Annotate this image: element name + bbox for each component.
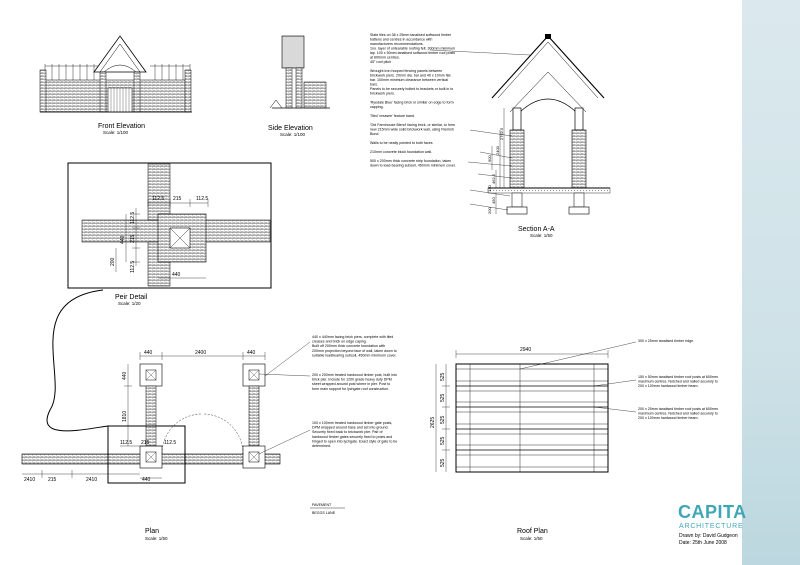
section-note-line: battens and centres in accordance with — [370, 37, 433, 42]
brand-logo: CAPITA — [678, 502, 747, 522]
section-dim-2400: 2400 — [495, 146, 500, 155]
brand-subtitle: ARCHITECTURE — [679, 523, 744, 530]
plan-dim-215b: 215 — [48, 477, 57, 483]
pier-dim-v215: 215 — [130, 234, 136, 243]
plan-note-line: Securely fixed back to brickwork pier. Pair of — [312, 430, 383, 435]
pier-dim-112a: 112.5 — [152, 196, 165, 202]
side-elevation — [270, 36, 330, 108]
roof-dim-525b: 525 — [440, 393, 446, 402]
plan-note-line: 100 x 100mm treated hardwood timber gate posts, — [312, 421, 393, 425]
section-note-line: 1no. layer of untearable roofing felt, 300mm minimum — [370, 46, 456, 51]
plan-dim-112a: 112.5 — [120, 440, 133, 446]
section-note-line: brickwork piers. 20mm dia. bar and 40 x 10mm flat — [370, 73, 451, 78]
section-note-line: down to load-bearing subsoil, 450mm minimum cover. — [370, 163, 456, 168]
pier-detail-scale: Scale: 1/20 — [118, 301, 141, 306]
plan-note-line: suitable loadbearing subsoil, 450mm minimum cover. — [312, 353, 397, 358]
section-note-line: Tiled 'creasee' feature band. — [370, 114, 415, 118]
section-a-a — [430, 34, 610, 214]
section-note-line: 45° roof pitch — [370, 60, 392, 64]
roof-note-line: 200 x 100mm hardwood timber beam. — [638, 384, 699, 389]
section-dim-2762: 2762.5 — [499, 127, 504, 140]
roof-dim-525c: 525 — [440, 415, 446, 424]
plan-dim-2410b: 2410 — [86, 477, 98, 483]
plan-note-line: DPM wrapped around base and set into ground. — [312, 425, 389, 430]
section-dim-200: 200 — [487, 207, 492, 214]
drawing-date: Date: 25th June 2008 — [679, 540, 727, 546]
roof-dim-2625: 2625 — [430, 416, 436, 428]
pier-dim-v440: 440 — [120, 235, 126, 244]
roof-dim-525e: 525 — [440, 458, 446, 467]
pier-dim-200: 200 — [110, 257, 116, 266]
section-note-line: at 600mm centres. — [370, 55, 400, 60]
section-note-line: new 215mm wide solid brickwork wall, using Flemish — [370, 127, 454, 132]
section-notes — [370, 33, 456, 168]
section-note-line: bars. — [370, 82, 378, 87]
plan-note-line: sheet wrapped around post where in pier. Post to — [312, 382, 391, 387]
plan-note-line: hinged to open into lychgate. Exact style of gate to be — [312, 439, 398, 444]
side-elevation-title: Side Elevation — [268, 125, 313, 132]
pier-detail — [68, 163, 271, 288]
plan-dim-2410a: 2410 — [24, 477, 36, 483]
section-dim-450: 450 — [491, 197, 496, 204]
plan-dim-112b: 112.5 — [164, 440, 177, 446]
section-note-line: Slate tiles on 38 x 25mm tanalised softwood timber — [370, 33, 452, 37]
plan-note-line: 200mm projection beyond face of wall, taken down to — [312, 348, 397, 353]
roof-note-line: maximum centres. Notched and nailed securely to — [638, 379, 718, 384]
pier-dim-215: 215 — [173, 196, 182, 202]
section-dim-900: 900 — [487, 155, 492, 162]
section-note-line: lap. 100 x 50mm tanalised softwood timber roof posts — [370, 51, 456, 55]
drawn-by: Drawn by: David Gudgeon — [679, 533, 738, 539]
roof-dim-525d: 525 — [440, 436, 446, 445]
plan-note-line: Built off 200mm thick concrete foundation with — [312, 344, 386, 349]
roof-note-line: maximum centres. Notched and nailed securely to — [638, 411, 718, 416]
section-note-line: bar. 100mm minimum clearance between vertical — [370, 78, 449, 82]
section-note-line: Wrought iron hooped fencing panels between — [370, 69, 443, 73]
road-pavement: PAVEMENT — [312, 503, 332, 507]
plan-note-line: form main support for lychgate roof construction. — [312, 386, 390, 391]
section-note-line: 'Old Farmhouse Blend' facing brick, or similar, to form — [370, 123, 456, 127]
plan-dim-1810: 1810 — [122, 410, 128, 422]
plan-dim-440b: 440 — [247, 350, 256, 356]
section-note-line: Panels to be securely bolted to brackets or built in to — [370, 87, 454, 91]
side-elevation-scale: Scale: 1/100 — [280, 132, 306, 137]
section-dim-140: 140 — [487, 185, 492, 192]
pier-dim-112b: 112.5 — [196, 196, 209, 202]
plan-note-line: determined. — [312, 444, 331, 448]
section-note-line: 210mm concrete block foundation wall. — [370, 150, 433, 154]
plan-dim-440a: 440 — [144, 350, 153, 356]
plan-scale: Scale: 1/50 — [145, 536, 168, 541]
roof-note-line: 300 x 25mm tanalised timber ridge. — [638, 339, 695, 343]
plan-note-line: hardwood timber gates securely fixed to posts and — [312, 434, 393, 439]
section-note-line: Walls to be neatly pointed to both faces — [370, 141, 433, 145]
plan-title: Plan — [145, 528, 160, 535]
roof-note-line: 150 x 50mm tanalised timber roof posts at 600mm — [638, 375, 718, 379]
plan-dim-2400: 2400 — [195, 350, 207, 356]
detail-callout-curve — [47, 290, 108, 431]
section-note-line: brickwork piers. — [370, 91, 395, 96]
roof-dim-2940: 2940 — [520, 347, 532, 353]
plan-dim-440c: 440 — [142, 477, 151, 483]
section-dim-462: 462.5 — [491, 173, 496, 184]
road-lane: BEGGS LANE — [312, 511, 336, 515]
roof-dim-525a: 525 — [440, 372, 446, 381]
plan-note-line: 440 x 440mm facing brick piers, complete with tiled — [312, 335, 394, 339]
pier-detail-title: Peir Detail — [115, 294, 148, 301]
plan-dim-v440: 440 — [122, 371, 128, 380]
plan-notes — [312, 335, 397, 448]
plan-note-line: creases and brick on edge caping. — [312, 339, 367, 344]
roof-note-line: 200 x 100mm hardwood timber beam. — [638, 416, 699, 421]
section-title: Section A-A — [518, 226, 555, 233]
pier-dim-v112a: 112.5 — [130, 211, 136, 224]
pier-dim-440: 440 — [172, 272, 181, 278]
roof-note-line: 200 x 25mm tanalised timber roof posts at 600mm — [638, 407, 718, 411]
front-elevation-title: Front Elevation — [98, 123, 146, 130]
roof-plan-scale: Scale: 1/50 — [520, 536, 543, 541]
section-note-line: 'Ryedale Blue' facing brick or similar on edge to form — [370, 100, 454, 105]
plan-view — [22, 342, 345, 508]
section-scale: Scale: 1/50 — [530, 233, 553, 238]
roof-plan — [436, 342, 636, 472]
pier-dim-v112b: 112.5 — [130, 260, 136, 273]
section-note-line: 500 x 200mm thick concrete strip foundation, taken — [370, 159, 452, 163]
roof-notes — [638, 339, 718, 420]
roof-plan-title: Roof Plan — [517, 528, 548, 535]
section-note-line: manufacturers recommendations. — [370, 42, 424, 46]
plan-note-line: brick pier. Include for 1200 grade heavy duty DPM — [312, 377, 392, 382]
plan-dim-215: 215 — [141, 440, 150, 446]
plan-note-line: 200 x 200mm treated hardwood timber post, built into — [312, 373, 397, 377]
front-elevation-scale: Scale: 1/100 — [103, 130, 129, 135]
section-note-line: Bond. — [370, 132, 380, 136]
front-elevation — [40, 36, 192, 112]
section-note-line: capping. — [370, 105, 384, 109]
